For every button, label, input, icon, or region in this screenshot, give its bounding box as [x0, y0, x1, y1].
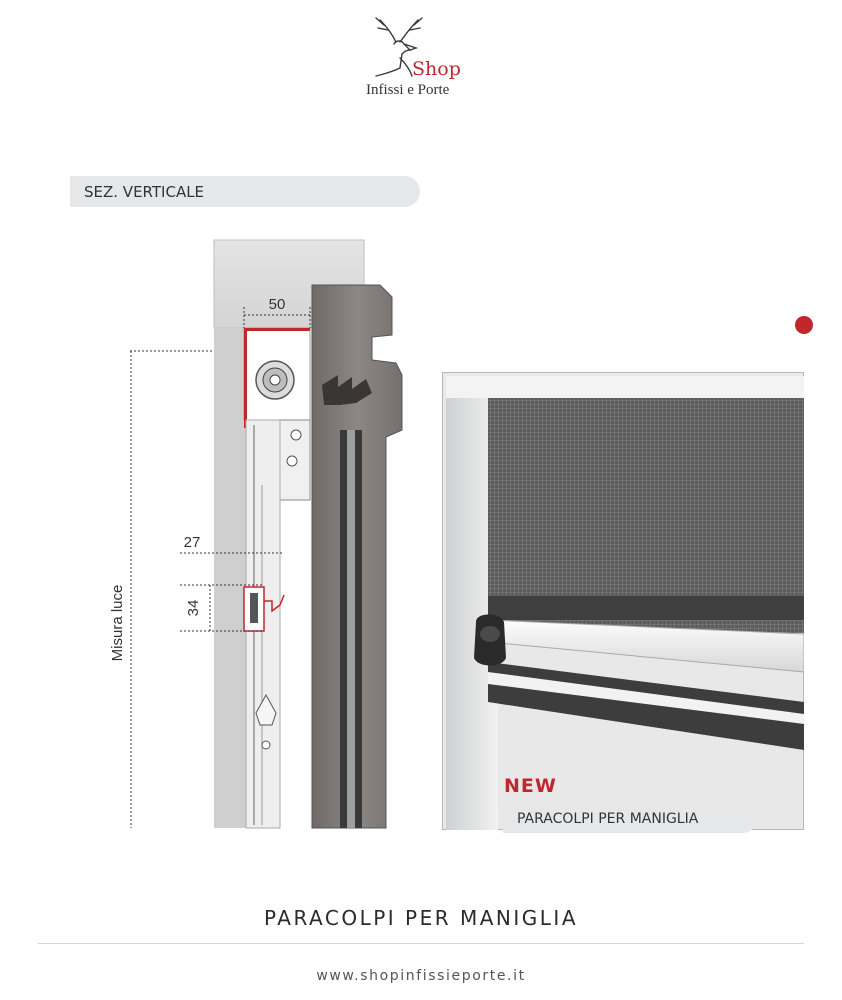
- window-frame-top: [446, 376, 804, 398]
- spring-screw: [262, 741, 270, 749]
- bottom-bar-shadow: [488, 596, 804, 620]
- page-title: PARACOLPI PER MANIGLIA: [263, 906, 578, 930]
- website-link[interactable]: www.shopinfissieporte.it: [316, 968, 526, 984]
- cassette-accent-red: [244, 328, 310, 331]
- roller-axle: [270, 375, 280, 385]
- section-label: [70, 176, 420, 207]
- vertical-section-drawing: [0, 225, 430, 835]
- screw-lower: [287, 456, 297, 466]
- photo-caption-text: PARACOLPI PER MANIGLIA: [517, 810, 699, 827]
- product-photo: [442, 372, 804, 830]
- bumper-insert: [250, 593, 258, 623]
- bumper-highlight: [480, 626, 500, 642]
- new-badge: NEW: [504, 775, 557, 797]
- accent-dot: [795, 316, 813, 334]
- screw-upper: [291, 430, 301, 440]
- dim-width-label: 50: [268, 296, 286, 313]
- wall-lower: [214, 328, 246, 828]
- cassette-side-red: [244, 328, 247, 428]
- dim-height-label: 34: [185, 599, 202, 617]
- brand-logo: [362, 14, 482, 104]
- dim-top-label: 27: [183, 534, 201, 551]
- glass-line: [347, 430, 355, 828]
- brand-tagline: Infissi e Porte: [366, 82, 450, 98]
- section-label-text: SEZ. VERTICALE: [84, 182, 205, 201]
- divider: [38, 943, 804, 944]
- measure-label: Misura luce: [109, 584, 126, 662]
- brand-name: Shop: [412, 58, 461, 80]
- photo-caption: [503, 804, 757, 833]
